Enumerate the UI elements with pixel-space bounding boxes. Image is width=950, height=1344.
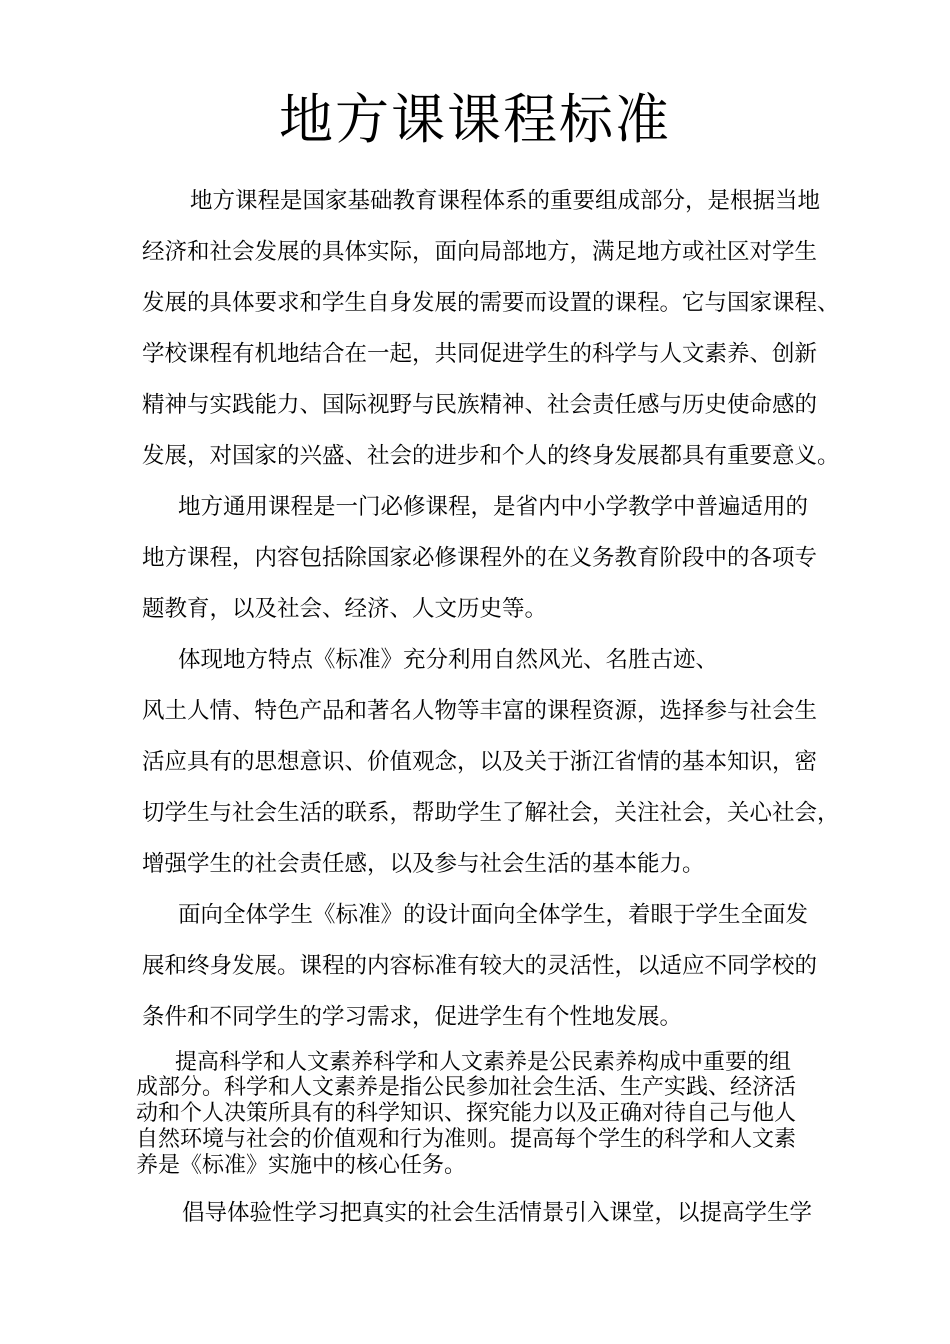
paragraph-6-line-1: 倡导体验性学习把真实的社会生活情景引入课堂，以提高学生学 bbox=[182, 1200, 813, 1226]
paragraph-2-line-3: 题教育，以及社会、经济、人文历史等。 bbox=[142, 596, 548, 622]
paragraph-4-line-1: 面向全体学生《标准》的设计面向全体学生，着眼于学生全面发 bbox=[178, 902, 809, 928]
paragraph-1-line-1: 地方课程是国家基础教育课程体系的重要组成部分，是根据当地 bbox=[190, 188, 821, 214]
paragraph-5-line-2: 成部分。科学和人文素养是指公民参加社会生活、生产实践、经济活 bbox=[136, 1075, 797, 1100]
paragraph-4-line-3: 条件和不同学生的学习需求，促进学生有个性地发展。 bbox=[142, 1004, 683, 1030]
paragraph-3-line-3: 活应具有的思想意识、价值观念，以及关于浙江省情的基本知识，密 bbox=[142, 749, 818, 775]
paragraph-5-line-3: 动和个人决策所具有的科学知识、探究能力以及正确对待自己与他人 bbox=[136, 1101, 797, 1126]
paragraph-4-line-2: 展和终身发展。课程的内容标准有较大的灵活性，以适应不同学校的 bbox=[142, 953, 818, 979]
paragraph-1-line-5: 精神与实践能力、国际视野与民族精神、社会责任感与历史使命感的 bbox=[142, 392, 818, 418]
paragraph-2-line-2: 地方课程，内容包括除国家必修课程外的在义务教育阶段中的各项专 bbox=[142, 545, 818, 571]
paragraph-1-line-4: 学校课程有机地结合在一起，共同促进学生的科学与人文素养、创新 bbox=[142, 341, 818, 367]
paragraph-3-line-5: 增强学生的社会责任感，以及参与社会生活的基本能力。 bbox=[142, 851, 705, 877]
paragraph-5-line-1: 提高科学和人文素养科学和人文素养是公民素养构成中重要的组 bbox=[175, 1050, 792, 1075]
paragraph-1-line-2: 经济和社会发展的具体实际，面向局部地方，满足地方或社区对学生 bbox=[142, 239, 818, 265]
paragraph-3-line-4: 切学生与社会生活的联系，帮助学生了解社会，关注社会，关心社会， bbox=[142, 800, 840, 826]
paragraph-2-line-1: 地方通用课程是一门必修课程，是省内中小学教学中普遍适用的 bbox=[178, 494, 809, 520]
page-title: 地方课课程标准 bbox=[279, 88, 671, 151]
paragraph-5-line-4: 自然环境与社会的价值观和行为准则。提高每个学生的科学和人文素 bbox=[136, 1127, 797, 1152]
paragraph-1-line-6: 发展，对国家的兴盛、社会的进步和个人的终身发展都具有重要意义。 bbox=[142, 443, 840, 469]
paragraph-5-line-5: 养是《标准》实施中的核心任务。 bbox=[136, 1153, 467, 1178]
paragraph-3-line-2: 风土人情、特色产品和著名人物等丰富的课程资源，选择参与社会生 bbox=[142, 698, 818, 724]
paragraph-1-line-3: 发展的具体要求和学生自身发展的需要而设置的课程。它与国家课程、 bbox=[142, 290, 840, 316]
paragraph-3-line-1: 体现地方特点《标准》充分利用自然风光、名胜古迹、 bbox=[178, 647, 719, 673]
